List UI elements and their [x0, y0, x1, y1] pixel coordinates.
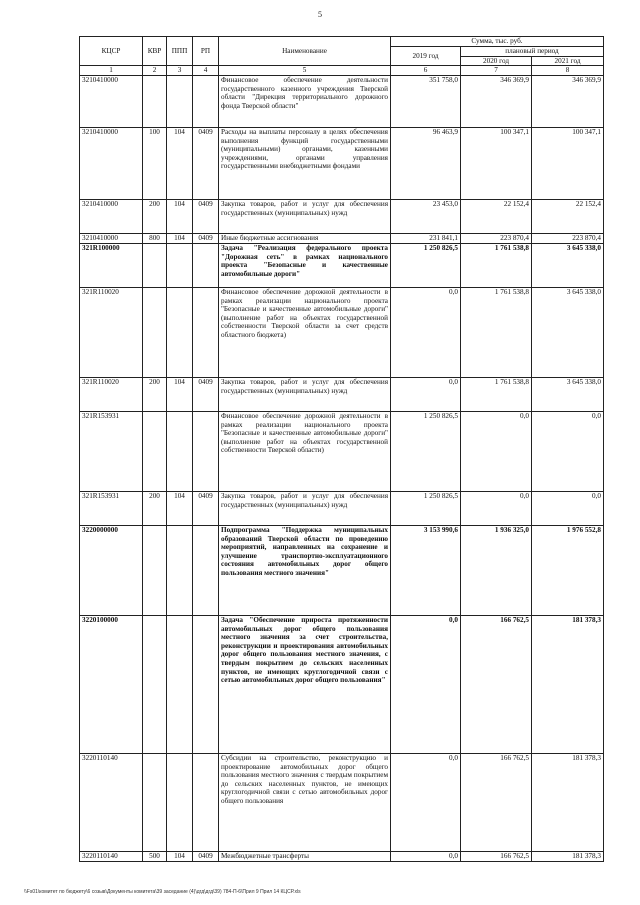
table-row — [80, 233, 604, 243]
amount-2020-cell: 346 369,9 — [461, 75, 532, 127]
amount-2021-cell: 1 976 552,8 — [532, 525, 604, 615]
header-name: Наименование — [219, 37, 391, 66]
name-cell: Закупка товаров, работ и услуг для обеспечения государственных (муниципальных) нужд — [219, 199, 391, 233]
table-row — [80, 851, 604, 861]
kcsr-cell: 3210410000 — [80, 199, 143, 233]
header-2021: 2021 год — [532, 56, 604, 66]
kcsr-cell: 3210410000 — [80, 75, 143, 127]
column-number: 2 — [143, 66, 167, 76]
amount-2020-cell: 166 762,5 — [461, 615, 532, 753]
name-cell: Финансовое обеспечение дорожной деятельности в рамках реализации национального проекта "Безопасные и качественные автомобильные дороги" (выполнение работ на объектах государственной собственности Тверской области) — [219, 411, 391, 491]
amount-2021-cell: 3 645 338,0 — [532, 377, 604, 411]
column-number: 3 — [167, 66, 193, 76]
header-plan: плановый период — [461, 47, 604, 57]
amount-2021-cell: 3 645 338,0 — [532, 287, 604, 377]
amount-2020-cell: 100 347,1 — [461, 127, 532, 199]
kcsr-cell: 321R110020 — [80, 377, 143, 411]
kcsr-cell: 321R153931 — [80, 491, 143, 525]
name-cell: Финансовое обеспечение деятельности государственного казенного учреждения Тверской области "Дирекция территориального дорожного фонда Тверской области" — [219, 75, 391, 127]
rp-cell: 0409 — [193, 199, 219, 233]
kvr-cell: 200 — [143, 377, 167, 411]
name-cell: Субсидии на строительство, реконструкцию и проектирование автомобильных дорог общего пользования местного значения с твердым покрытием до сельских населенных пунктов, не имеющих круглогодичной связи с сетью автомобильных дорог общего пользования — [219, 753, 391, 851]
table-row — [80, 615, 604, 753]
kcsr-cell: 3220100000 — [80, 615, 143, 753]
column-number: 7 — [461, 66, 532, 76]
ppp-cell — [167, 75, 193, 127]
rp-cell: 0409 — [193, 491, 219, 525]
kcsr-cell: 3220110140 — [80, 753, 143, 851]
header-2019: 2019 год — [391, 47, 461, 66]
kcsr-cell: 321R100000 — [80, 243, 143, 287]
table-row — [80, 75, 604, 127]
ppp-cell — [167, 525, 193, 615]
ppp-cell: 104 — [167, 199, 193, 233]
header-ppp: ППП — [167, 37, 193, 66]
rp-cell: 0409 — [193, 377, 219, 411]
amount-2019-cell: 351 758,0 — [391, 75, 461, 127]
rp-cell — [193, 287, 219, 377]
amount-2021-cell: 346 369,9 — [532, 75, 604, 127]
page-number: 5 — [318, 10, 322, 19]
amount-2021-cell: 3 645 338,0 — [532, 243, 604, 287]
kvr-cell — [143, 243, 167, 287]
kcsr-cell: 3210410000 — [80, 233, 143, 243]
ppp-cell: 104 — [167, 233, 193, 243]
ppp-cell — [167, 753, 193, 851]
rp-cell — [193, 753, 219, 851]
amount-2019-cell: 0,0 — [391, 753, 461, 851]
kvr-cell: 200 — [143, 199, 167, 233]
amount-2021-cell: 223 870,4 — [532, 233, 604, 243]
kvr-cell — [143, 75, 167, 127]
amount-2021-cell: 22 152,4 — [532, 199, 604, 233]
table-row — [80, 411, 604, 491]
header-2020: 2020 год — [461, 56, 532, 66]
amount-2020-cell: 166 762,5 — [461, 753, 532, 851]
ppp-cell — [167, 411, 193, 491]
rp-cell: 0409 — [193, 233, 219, 243]
kvr-cell — [143, 753, 167, 851]
header-rp: РП — [193, 37, 219, 66]
name-cell: Финансовое обеспечение дорожной деятельности в рамках реализации национального проекта "Безопасные и качественные автомобильные дороги" (выполнение работ на объектах государственной собственности Тверской области за счет средств областного бюджета) — [219, 287, 391, 377]
kvr-cell: 800 — [143, 233, 167, 243]
ppp-cell — [167, 243, 193, 287]
table-row — [80, 199, 604, 233]
amount-2020-cell: 22 152,4 — [461, 199, 532, 233]
ppp-cell: 104 — [167, 851, 193, 861]
amount-2021-cell: 181 378,3 — [532, 851, 604, 861]
name-cell: Межбюджетные трансферты — [219, 851, 391, 861]
column-number: 5 — [219, 66, 391, 76]
column-number: 1 — [80, 66, 143, 76]
amount-2020-cell: 1 936 325,0 — [461, 525, 532, 615]
amount-2019-cell: 96 463,9 — [391, 127, 461, 199]
kvr-cell: 200 — [143, 491, 167, 525]
amount-2020-cell: 166 762,5 — [461, 851, 532, 861]
header-kcsr: КЦСР — [80, 37, 143, 66]
amount-2019-cell: 23 453,0 — [391, 199, 461, 233]
kvr-cell: 500 — [143, 851, 167, 861]
amount-2019-cell: 0,0 — [391, 851, 461, 861]
amount-2019-cell: 1 250 826,5 — [391, 411, 461, 491]
amount-2020-cell: 0,0 — [461, 411, 532, 491]
table-row — [80, 243, 604, 287]
amount-2020-cell: 223 870,4 — [461, 233, 532, 243]
table-row — [80, 525, 604, 615]
table-row — [80, 491, 604, 525]
name-cell: Задача "Обеспечение прироста протяженности автомобильных дорог общего пользования местного значения за счет строительства, реконструкции и проектирования автомобильных дорог общего пользования местного значения, с твердым покрытием до сельских населенных пунктов, не имеющих круглогодичной связи с сетью автомобильных дорог общего пользования" — [219, 615, 391, 753]
kvr-cell — [143, 615, 167, 753]
kcsr-cell: 3210410000 — [80, 127, 143, 199]
name-cell: Расходы на выплаты персоналу в целях обеспечения выполнения функций государственными (муниципальными) органами, казенными учреждениями, органами управления государственными внебюджетными фондами — [219, 127, 391, 199]
amount-2019-cell: 0,0 — [391, 377, 461, 411]
ppp-cell: 104 — [167, 491, 193, 525]
ppp-cell — [167, 615, 193, 753]
kvr-cell — [143, 411, 167, 491]
kvr-cell: 100 — [143, 127, 167, 199]
amount-2021-cell: 181 378,3 — [532, 753, 604, 851]
budget-table — [79, 36, 604, 862]
amount-2021-cell: 0,0 — [532, 491, 604, 525]
amount-2020-cell: 1 761 538,8 — [461, 377, 532, 411]
table-row — [80, 753, 604, 851]
amount-2019-cell: 1 250 826,5 — [391, 243, 461, 287]
table-row — [80, 127, 604, 199]
amount-2020-cell: 1 761 538,8 — [461, 243, 532, 287]
kcsr-cell: 3220000000 — [80, 525, 143, 615]
rp-cell — [193, 75, 219, 127]
name-cell: Закупка товаров, работ и услуг для обеспечения государственных (муниципальных) нужд — [219, 491, 391, 525]
column-number: 8 — [532, 66, 604, 76]
ppp-cell: 104 — [167, 377, 193, 411]
rp-cell — [193, 525, 219, 615]
file-path-footer: \\Fs01\комитет по бюджету\6 созыв\Документы комитета\39 заседание (4)\дгд\дгд\39) 784-П-6\Прил 9 Прил 14 КЦСР.xls — [24, 889, 301, 895]
name-cell: Задача "Реализация федерального проекта "Дорожная сеть" в рамках национального проекта "Безопасные и качественные автомобильные дороги" — [219, 243, 391, 287]
column-numbers-row — [80, 66, 604, 76]
amount-2021-cell: 0,0 — [532, 411, 604, 491]
amount-2019-cell: 0,0 — [391, 287, 461, 377]
table-row — [80, 287, 604, 377]
name-cell: Закупка товаров, работ и услуг для обеспечения государственных (муниципальных) нужд — [219, 377, 391, 411]
name-cell: Подпрограмма "Поддержка муниципальных образований Тверской области по проведению мероприятий, направленных на сохранение и улучшение транспортно-эксплуатационного состояния автомобильных дорог общего пользования местного значения" — [219, 525, 391, 615]
ppp-cell — [167, 287, 193, 377]
rp-cell — [193, 411, 219, 491]
kvr-cell — [143, 287, 167, 377]
rp-cell — [193, 243, 219, 287]
rp-cell: 0409 — [193, 851, 219, 861]
amount-2019-cell: 231 841,1 — [391, 233, 461, 243]
amount-2019-cell: 3 153 990,6 — [391, 525, 461, 615]
kcsr-cell: 3220110140 — [80, 851, 143, 861]
column-number: 6 — [391, 66, 461, 76]
ppp-cell: 104 — [167, 127, 193, 199]
kcsr-cell: 321R153931 — [80, 411, 143, 491]
kvr-cell — [143, 525, 167, 615]
amount-2021-cell: 100 347,1 — [532, 127, 604, 199]
table-row — [80, 377, 604, 411]
kcsr-cell: 321R110020 — [80, 287, 143, 377]
amount-2019-cell: 0,0 — [391, 615, 461, 753]
header-kvr: КВР — [143, 37, 167, 66]
name-cell: Иные бюджетные ассигнования — [219, 233, 391, 243]
amount-2020-cell: 0,0 — [461, 491, 532, 525]
rp-cell — [193, 615, 219, 753]
column-number: 4 — [193, 66, 219, 76]
amount-2021-cell: 181 378,3 — [532, 615, 604, 753]
rp-cell: 0409 — [193, 127, 219, 199]
amount-2020-cell: 1 761 538,8 — [461, 287, 532, 377]
amount-2019-cell: 1 250 826,5 — [391, 491, 461, 525]
header-sum: Сумма, тыс. руб. — [391, 37, 604, 47]
